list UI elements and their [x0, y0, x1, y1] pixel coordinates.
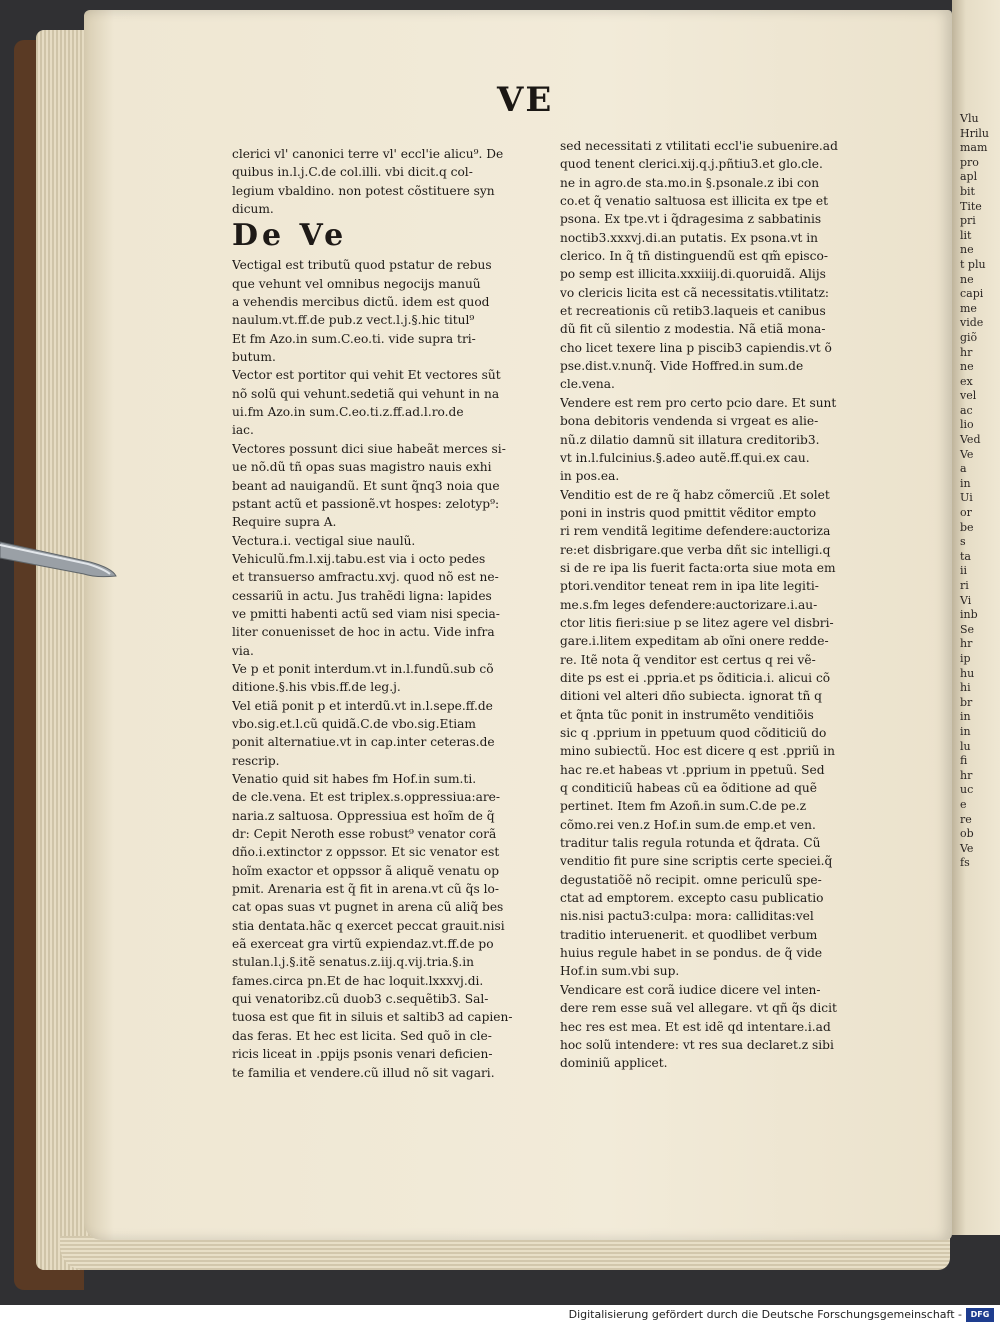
text-line: Vendere est rem pro certo pcio dare. Et sunt	[560, 395, 837, 410]
text-line: naria.z saltuosa. Oppressiua est hoĩm de q̃	[232, 808, 495, 823]
text-line: via.	[232, 643, 254, 658]
recto-fragment: pro	[960, 155, 979, 169]
recto-fragment: ii	[960, 564, 968, 578]
text-line: sic q .pprium in ppetuum quod cõditiciũ do	[560, 726, 827, 740]
recto-fragment: pri	[960, 214, 976, 228]
text-line: Require supra A.	[232, 515, 337, 530]
recto-fragment: hr	[960, 768, 973, 782]
recto-fragment: ri	[960, 579, 969, 592]
text-line: qui venatoribz.cũ duob3 c.sequẽtib3. Sal-	[232, 992, 489, 1007]
text-line: vo clericis licita est cã necessitatis.vtilitatz:	[560, 285, 830, 300]
text-line: ricis liceat in .ppijs psonis venari deficien-	[232, 1047, 493, 1062]
text-line: Et fm Azo.in sum.C.eo.ti. vide supra tri-	[232, 331, 476, 346]
text-line: ue nõ.dũ tñ opas suas magistro nauis exhi	[232, 460, 492, 475]
text-line: Venditio est de re q̃ habz cõmerciũ .Et solet	[560, 487, 830, 502]
text-line: hec res est mea. Et est idẽ qd intentare.i.ad	[560, 1019, 831, 1034]
recto-fragment: ne	[960, 272, 974, 286]
text-line: clerici vl' canonici terre vl' eccl'ie alicu⁹. De	[232, 147, 504, 161]
text-line: cõmo.rei ven.z Hof.in sum.de emp.et ven.	[560, 817, 816, 832]
recto-fragment: capi	[960, 287, 984, 301]
recto-fragment: bit	[960, 184, 975, 198]
recto-fragment: Tite	[960, 199, 982, 213]
text-line: ve pmitti habenti actũ sed viam nisi specia-	[232, 606, 500, 621]
text-column-left	[232, 145, 537, 1082]
text-line: mino subiectũ. Hoc est dicere q est .ppriũ in	[560, 744, 835, 759]
text-line: Venatio quid sit habes fm Hof.in sum.ti.	[232, 772, 477, 786]
text-line: po semp est illicita.xxxiiij.di.quoruidã. Alijs	[560, 267, 826, 282]
recto-fragment: hi	[960, 681, 971, 695]
text-line: dicum.	[232, 202, 274, 217]
text-line: dr: Cepit Neroth esse robust⁹ venator corã	[232, 827, 497, 842]
recto-fragment: ne	[960, 360, 974, 374]
text-line: in pos.ea.	[560, 469, 620, 484]
text-line: Vector est portitor qui vehit Et vectores sũt	[232, 368, 501, 383]
recto-fragment: Ve	[960, 841, 974, 855]
text-line: Vel etiã ponit p et interdũ.vt in.l.sepe.ff.de	[232, 698, 493, 713]
text-line: tuosa est que fit in siluis et saltib3 ad capien-	[232, 1010, 513, 1025]
recto-fragment: Ui	[960, 491, 973, 505]
text-line: que vehunt vel omnibus negocijs manuũ	[232, 276, 481, 291]
text-line: pse.dist.v.nunq̃. Vide Hoffred.in sum.de	[560, 359, 804, 374]
text-line: dño.i.extinctor z oppssor. Et sic venator est	[232, 845, 500, 860]
text-line: ptori.venditor teneat rem in ipa lite legiti-	[560, 579, 819, 594]
recto-fragment: vide	[960, 316, 984, 330]
recto-fragment: Hrilu	[960, 126, 989, 140]
text-line: nũ.z dilatio damnũ sit illatura creditorib3.	[560, 432, 820, 447]
text-line: et recreationis cũ retib3.laqueis et canibus	[560, 304, 826, 319]
text-line: ponit alternatiue.vt in cap.inter ceteras.de	[232, 735, 495, 750]
recto-fragment: ac	[960, 403, 973, 417]
recto-fragment: in	[960, 724, 971, 738]
text-line: nõ solũ qui vehunt.sedetiã qui vehunt in na	[232, 386, 500, 401]
text-line: et transuerso amfractu.xvj. quod nõ est ne-	[232, 570, 499, 585]
recto-fragment: t plu	[960, 257, 986, 271]
text-line: psona. Ex tpe.vt i q̃dragesima z sabbatinis	[560, 212, 822, 227]
text-line: legium vbaldino. non potest cõstituere syn	[232, 183, 495, 198]
text-line: hac re.et habeas vt .pprium in ppetuũ. Sed	[560, 762, 825, 777]
text-line: co.et q̃ venatio saltuosa est illicita ex tpe et	[560, 194, 829, 209]
text-line: ditioni vel alteri dño subiecta. ignorat tñ q	[560, 689, 822, 704]
text-line: dũ fit cũ silentio z modestia. Nã etiã mona-	[560, 322, 826, 337]
footer-bar	[0, 1305, 1000, 1326]
funding-credit: Digitalisierung gefördert durch die Deutsche Forschungsgemeinschaft -	[568, 1308, 962, 1321]
recto-fragment: s	[960, 535, 966, 549]
text-line: ri rem venditã legitime defendere:auctoriza	[560, 524, 831, 539]
text-line: et q̃nta tũc ponit in instrumẽto venditiõis	[560, 707, 814, 722]
recto-fragment: mam	[960, 141, 988, 155]
recto-fragment: re	[960, 812, 972, 826]
text-line: te familia et vendere.cũ illud nõ sit vagari.	[232, 1065, 495, 1080]
recto-fragment: apl	[960, 170, 978, 184]
recto-fragment: me	[960, 301, 977, 315]
recto-fragment: Se	[960, 622, 975, 636]
recto-fragment: hr	[960, 637, 973, 651]
text-line: vt in.l.fulcinius.§.adeo autẽ.ff.qui.ex cau.	[560, 450, 810, 465]
recto-fragment: ne	[960, 243, 974, 257]
text-line: traditur talis regula rotunda et q̃drata. Cũ	[560, 836, 821, 851]
text-line: degustatiõẽ nõ recipit. omne periculũ spe-	[560, 872, 822, 887]
text-line: ui.fm Azo.in sum.C.eo.ti.z.ff.ad.l.ro.de	[232, 405, 464, 420]
text-line: dite ps est ei .ppria.et ps õditicia.i. alicui cõ	[560, 670, 831, 685]
text-line: beant ad nauigandũ. Et sunt q̃nq3 noia que	[232, 478, 500, 493]
recto-fragment: ex	[960, 374, 973, 388]
recto-fragment: hu	[960, 666, 975, 680]
recto-fragment: Vlu	[960, 112, 979, 125]
recto-fragment: giõ	[960, 330, 978, 344]
text-line: iac.	[232, 423, 254, 438]
recto-fragment: in	[960, 476, 971, 490]
text-line: fames.circa pn.Et de hac loquit.lxxxvj.di.	[232, 973, 484, 988]
recto-fragment: hr	[960, 345, 973, 359]
text-line: cle.vena.	[560, 377, 615, 392]
text-line: traditio interuenerit. et quodlibet verbum	[560, 927, 818, 942]
text-line: ctat ad emptorem. excepto casu publicatio	[560, 891, 824, 906]
text-line: si de re ipa lis fuerit facta:orta siue mota em	[560, 560, 836, 575]
recto-text-fragments	[960, 112, 1000, 871]
text-line: gare.i.litem expeditam ab oĩni onere redde-	[560, 634, 829, 649]
recto-fragment: a	[960, 462, 967, 476]
text-line: hoc solũ intendere: vt res sua declaret.z sibi	[560, 1037, 834, 1052]
text-line: hoĩm exactor et oppssor ã aliquẽ venatu op	[232, 863, 500, 878]
recto-fragment: be	[960, 520, 974, 534]
text-line: re:et disbrigare.que verba dñt sic intelligi.q	[560, 542, 831, 557]
text-line: ditione.§.his vbis.ff.de leg.j.	[232, 680, 401, 695]
recto-fragment: lu	[960, 739, 971, 753]
recto-fragment: Ved	[960, 433, 981, 447]
recto-fragment: br	[960, 695, 973, 709]
recto-fragment: inb	[960, 608, 978, 622]
text-line: de cle.vena. Et est triplex.s.oppressiua:are-	[232, 790, 501, 805]
text-line: venditio fit pure sine scriptis certe speciei.q̃	[560, 854, 833, 869]
recto-fragment: lio	[960, 418, 974, 432]
text-line: nis.nisi pactu3:culpa: mora: calliditas:vel	[560, 909, 814, 924]
text-line: cat opas suas vt pugnet in arena cũ aliq̃ bes	[232, 900, 504, 915]
text-line: clerico. In q̃ tñ distinguendũ est qm̃ episco-	[560, 249, 828, 264]
recto-fragment: vel	[960, 389, 977, 403]
text-line: cho licet texere lina p piscib3 capiendis.vt õ	[560, 340, 832, 355]
text-line: dere rem esse suã vel allegare. vt qñ q̃s dicit	[560, 1001, 837, 1016]
text-line: ctor litis fieri:siue p se litez agere vel disbri-	[560, 615, 834, 630]
page-holder-blade-icon	[0, 536, 120, 580]
text-line: liter conuenisset de hoc in actu. Vide infra	[232, 625, 495, 640]
text-line: q conditiciũ habeas cũ ea õditione ad quẽ	[560, 781, 817, 796]
text-line: cessariũ in actu. Jus trahẽdi ligna: lapides	[232, 588, 492, 603]
text-line: butum.	[232, 350, 276, 365]
text-line: das feras. Et hec est licita. Sed quõ in cle-	[232, 1028, 492, 1043]
text-line: stia dentata.hãc q exercet peccat grauit.nisi	[232, 918, 505, 933]
text-line: Vehiculũ.fm.l.xij.tabu.est via i octo pedes	[232, 551, 486, 566]
text-line: rescrip.	[232, 753, 280, 768]
recto-fragment: uc	[960, 783, 974, 797]
text-line: eã exerceat gra virtũ expiendaz.vt.ff.de po	[232, 937, 494, 952]
recto-fragment: ob	[960, 827, 974, 841]
text-line: me.s.fm leges defendere:auctorizare.i.au-	[560, 597, 818, 612]
text-line: sed necessitati z vtilitati eccl'ie subuenire.ad	[560, 139, 838, 153]
text-line: Vendicare est corã iudice dicere vel inten-	[560, 982, 821, 997]
text-line: dominiũ applicet.	[560, 1056, 668, 1071]
text-line: Ve p et ponit interdum.vt in.l.fundũ.sub cõ	[232, 661, 494, 676]
recto-fragment: ip	[960, 651, 971, 665]
text-column-right	[560, 137, 866, 1073]
text-line: naulum.vt.ff.de pub.z vect.l.j.§.hic titul⁹	[232, 313, 475, 328]
recto-fragment: fs	[960, 856, 970, 870]
text-line: pertinet. Item fm Azoñ.in sum.C.de pe.z	[560, 799, 807, 814]
text-line: re. Itẽ nota q̃ venditor est certus q rei vẽ-	[560, 652, 816, 667]
text-line: Vectores possunt dici siue habeãt merces si-	[232, 441, 506, 456]
recto-fragment: Vi	[960, 593, 972, 607]
recto-fragment: e	[960, 797, 967, 811]
book-page-recto-edge	[952, 0, 1000, 1235]
text-line: Vectura.i. vectigal siue naulũ.	[232, 533, 416, 548]
recto-fragment: Ve	[960, 447, 974, 461]
dfg-logo: DFG	[966, 1308, 994, 1322]
text-line: quod tenent clerici.xij.q.j.pñtiu3.et glo.cle.	[560, 157, 823, 172]
text-line: vbo.sig.et.l.cũ quidã.C.de vbo.sig.Etiam	[232, 716, 476, 731]
text-line: ne in agro.de sta.mo.in §.psonale.z ibi con	[560, 175, 820, 190]
text-line: pmit. Arenaria est q̃ fit in arena.vt cũ q̃s lo-	[232, 882, 499, 897]
text-line: De Ve	[232, 218, 348, 254]
text-line: bona debitoris vendenda si vrgeat es alie-	[560, 414, 819, 429]
text-line: huius regule habet in se pondus. de q̃ vide	[560, 946, 823, 961]
page-stack-bottom	[60, 1236, 950, 1270]
text-line: quibus in.l.j.C.de col.illi. vbi dicit.q col-	[232, 165, 473, 180]
running-title: VE	[497, 80, 554, 120]
text-line: noctib3.xxxvj.di.an putatis. Ex psona.vt in	[560, 230, 819, 245]
text-line: Hof.in sum.vbi sup.	[560, 964, 680, 979]
recto-fragment: lit	[960, 228, 972, 242]
recto-fragment: ta	[960, 549, 971, 563]
text-line: a vehendis mercibus dictũ. idem est quod	[232, 295, 490, 310]
text-line: Vectigal est tributũ quod pstatur de rebus	[232, 258, 492, 273]
recto-fragment: in	[960, 710, 971, 724]
text-line: stulan.l.j.§.itẽ senatus.z.iij.q.vij.tria.§.in	[232, 955, 474, 970]
text-line: poni in instris quod pmittit vẽditor empto	[560, 505, 817, 520]
recto-fragment: fi	[960, 754, 968, 768]
text-line: pstant actũ et passionẽ.vt hospes: zelotyp⁹:	[232, 496, 500, 511]
recto-fragment: or	[960, 506, 972, 520]
